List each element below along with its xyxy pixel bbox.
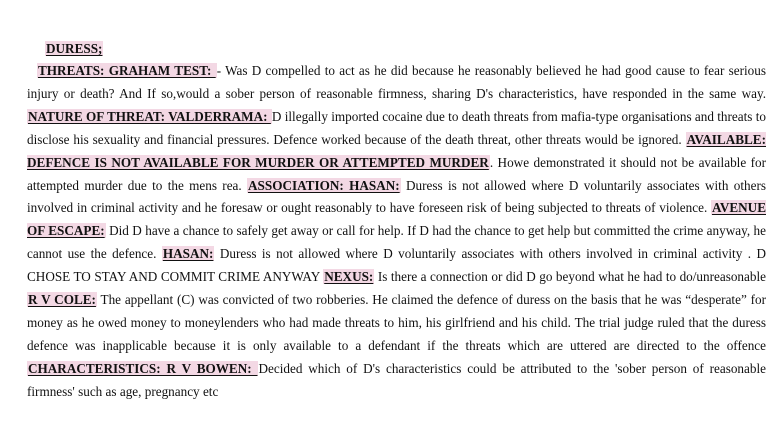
heading-nature-of-threat: NATURE OF THREAT: VALDERRAMA: xyxy=(28,108,271,124)
document-title: DURESS; xyxy=(46,41,103,56)
text-r-v-cole: The appellant (C) was convicted of two robberies. He claimed the defence of duress on the basis that he was “desperate” for money as he owed money to moneylenders who had made threats to him, his girlfriend and his child. The trial judge ruled that the duress defence was inapplicable because it is only available to a defendant if the threats which are uttered are directed to the offence xyxy=(27,292,766,353)
heading-nexus: NEXUS: xyxy=(324,269,374,285)
text-association: Duress is not allowed where D voluntarily associates with others involved in criminal activity and he foresaw or ought reasonably to have foreseen risk of being subjected to threats of violence. xyxy=(27,177,766,216)
heading-hasan: HASAN: xyxy=(162,246,214,262)
heading-characteristics-bowen: CHARACTERISTICS: R V BOWEN: xyxy=(28,360,258,376)
heading-avenue-of-escape: AVENUE OF ESCAPE: xyxy=(27,200,766,239)
heading-threats-graham-test: THREATS: GRAHAM TEST: xyxy=(38,63,216,78)
text-graham-test: - Was D compelled to act as he did because he reasonably believed he had good cause to fear serious injury or death? And If so,would a sober person of reasonable firmness, sharing D's characteristics, have responded in the same way. xyxy=(27,63,766,101)
text-bowen: Decided which of D's characteristics could be attributed to the 'sober person of reasonable firmness' such as age, pregnancy etc xyxy=(27,360,766,399)
document-body xyxy=(27,60,766,404)
text-valderrama: D illegally imported cocaine due to death threats from mafia-type organisations and threats to disclose his sexuality and financial pressures. Defence worked because of the death threat, other threats would be ignored. xyxy=(27,108,766,147)
text-nexus: Is there a connection or did D go beyond what he had to do/unreasonable xyxy=(374,269,766,285)
text-hasan: Duress is not allowed where D voluntarily associates with others involved in criminal activity . D CHOSE TO STAY AND COMMIT CRIME ANYWAY xyxy=(27,246,766,285)
heading-r-v-cole: R V COLE: xyxy=(28,292,96,308)
document-title-line xyxy=(45,38,766,60)
text-avenue-of-escape: Did D have a chance to safely get away or call for help. If D had the chance to get help but committed the crime anyway, he cannot use the defence. xyxy=(27,223,766,262)
text-howe: . Howe demonstrated it should not be available for attempted murder due to the mens rea. xyxy=(27,154,766,193)
heading-association-hasan: ASSOCIATION: HASAN: xyxy=(248,177,400,193)
heading-available: AVAILABLE: DEFENCE IS NOT AVAILABLE FOR MURDER OR ATTEMPTED MURDER xyxy=(27,131,766,170)
